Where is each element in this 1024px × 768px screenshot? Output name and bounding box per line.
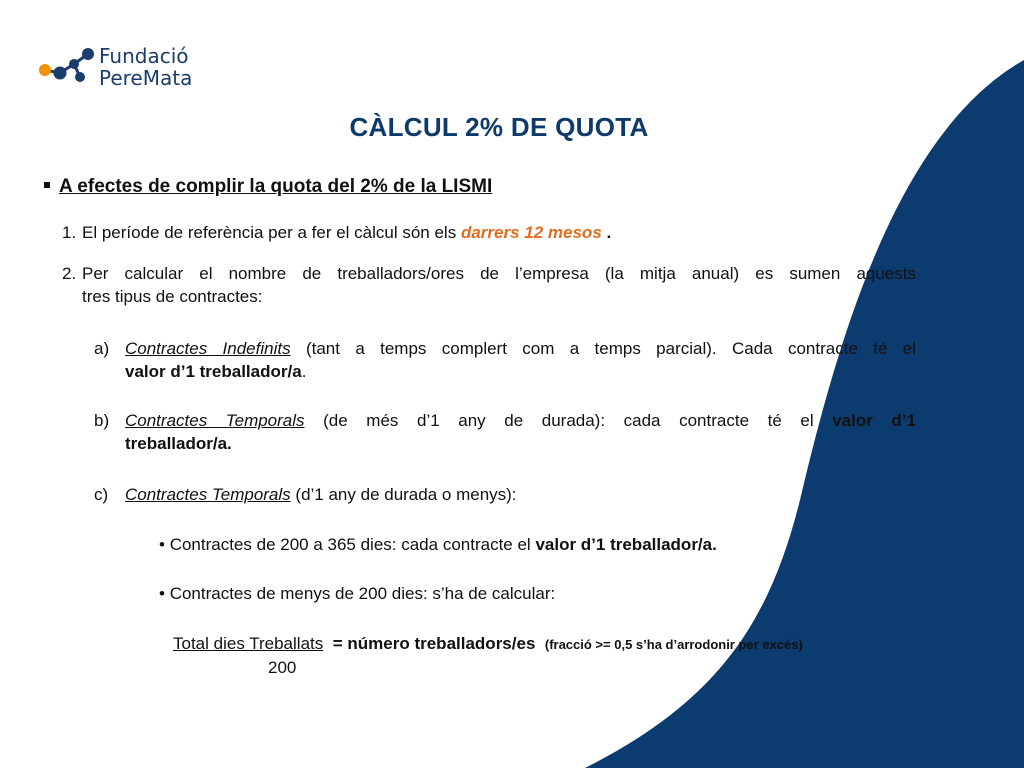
item-a-label: a) [94, 339, 110, 358]
section-heading [44, 176, 492, 198]
bullet1-dot-icon: • [159, 535, 165, 554]
item-b-line1-bold: valor d’1 [832, 411, 916, 430]
bullet2-dot-icon: • [159, 584, 165, 603]
formula-note: (fracció >= 0,5 s’ha d’arrodonir per excés) [544, 637, 803, 652]
item-a-bold: valor d’1 treballador/a [125, 362, 302, 381]
formula-numerator: Total dies Treballats [173, 634, 324, 653]
item1-text [82, 221, 611, 244]
item-b-line1 [125, 409, 916, 432]
bullet1 [159, 533, 717, 556]
formula-denominator: 200 [268, 658, 297, 677]
logo-line1: Fundació [99, 44, 189, 68]
item2-number: 2. [62, 264, 77, 283]
item1-text-pre: El període de referència per a fer el càlcul són els [82, 223, 457, 242]
item2-line2: tres tipus de contractes: [82, 287, 263, 306]
item-a-line2 [125, 360, 306, 383]
item-b-label: b) [94, 411, 110, 430]
item-c-rest: (d’1 any de durada o menys): [295, 485, 517, 504]
item2-line1: Per calcular el nombre de treballadors/ores de l’empresa (la mitja anual) es sumen aquests [82, 264, 916, 283]
formula-equals: = [332, 634, 343, 653]
item-b-line2: treballador/a. [125, 434, 232, 453]
item-b-line1-rest: (de més d’1 any de durada): cada contracte té el [323, 411, 814, 430]
logo-line2: PereMata [99, 66, 193, 90]
item-a-link: Contractes Indefinits [125, 339, 291, 358]
formula-result-b: treballadors/es [414, 634, 536, 653]
square-bullet-icon [44, 182, 50, 188]
item-c-link: Contractes Temporals [125, 485, 291, 504]
item-b-link: Contractes Temporals [125, 411, 305, 430]
item-a-tail: . [301, 362, 307, 381]
item1-emphasis: darrers 12 mesos [460, 223, 602, 242]
bullet1-bold: valor d’1 treballador/a. [535, 535, 717, 554]
bullet1-text: Contractes de 200 a 365 dies: cada contracte el [169, 535, 531, 554]
page-title: CÀLCUL 2% DE QUOTA [349, 112, 649, 142]
bullet2-text: Contractes de menys de 200 dies: s’ha de calcular: [169, 584, 556, 603]
item1-tail: . [606, 223, 612, 242]
formula [173, 632, 803, 656]
item-c-line [125, 483, 517, 506]
item-c-label: c) [94, 485, 109, 504]
formula-result-a: número [347, 634, 410, 653]
item-a-line1 [125, 337, 916, 360]
item1-number: 1. [62, 223, 77, 242]
item-a-line1-rest: (tant a temps complert com a temps parcial). Cada contracte té el [305, 339, 916, 358]
heading-text: A efectes de complir la quota del 2% de la LISMI [59, 176, 493, 197]
bullet2 [159, 582, 555, 605]
